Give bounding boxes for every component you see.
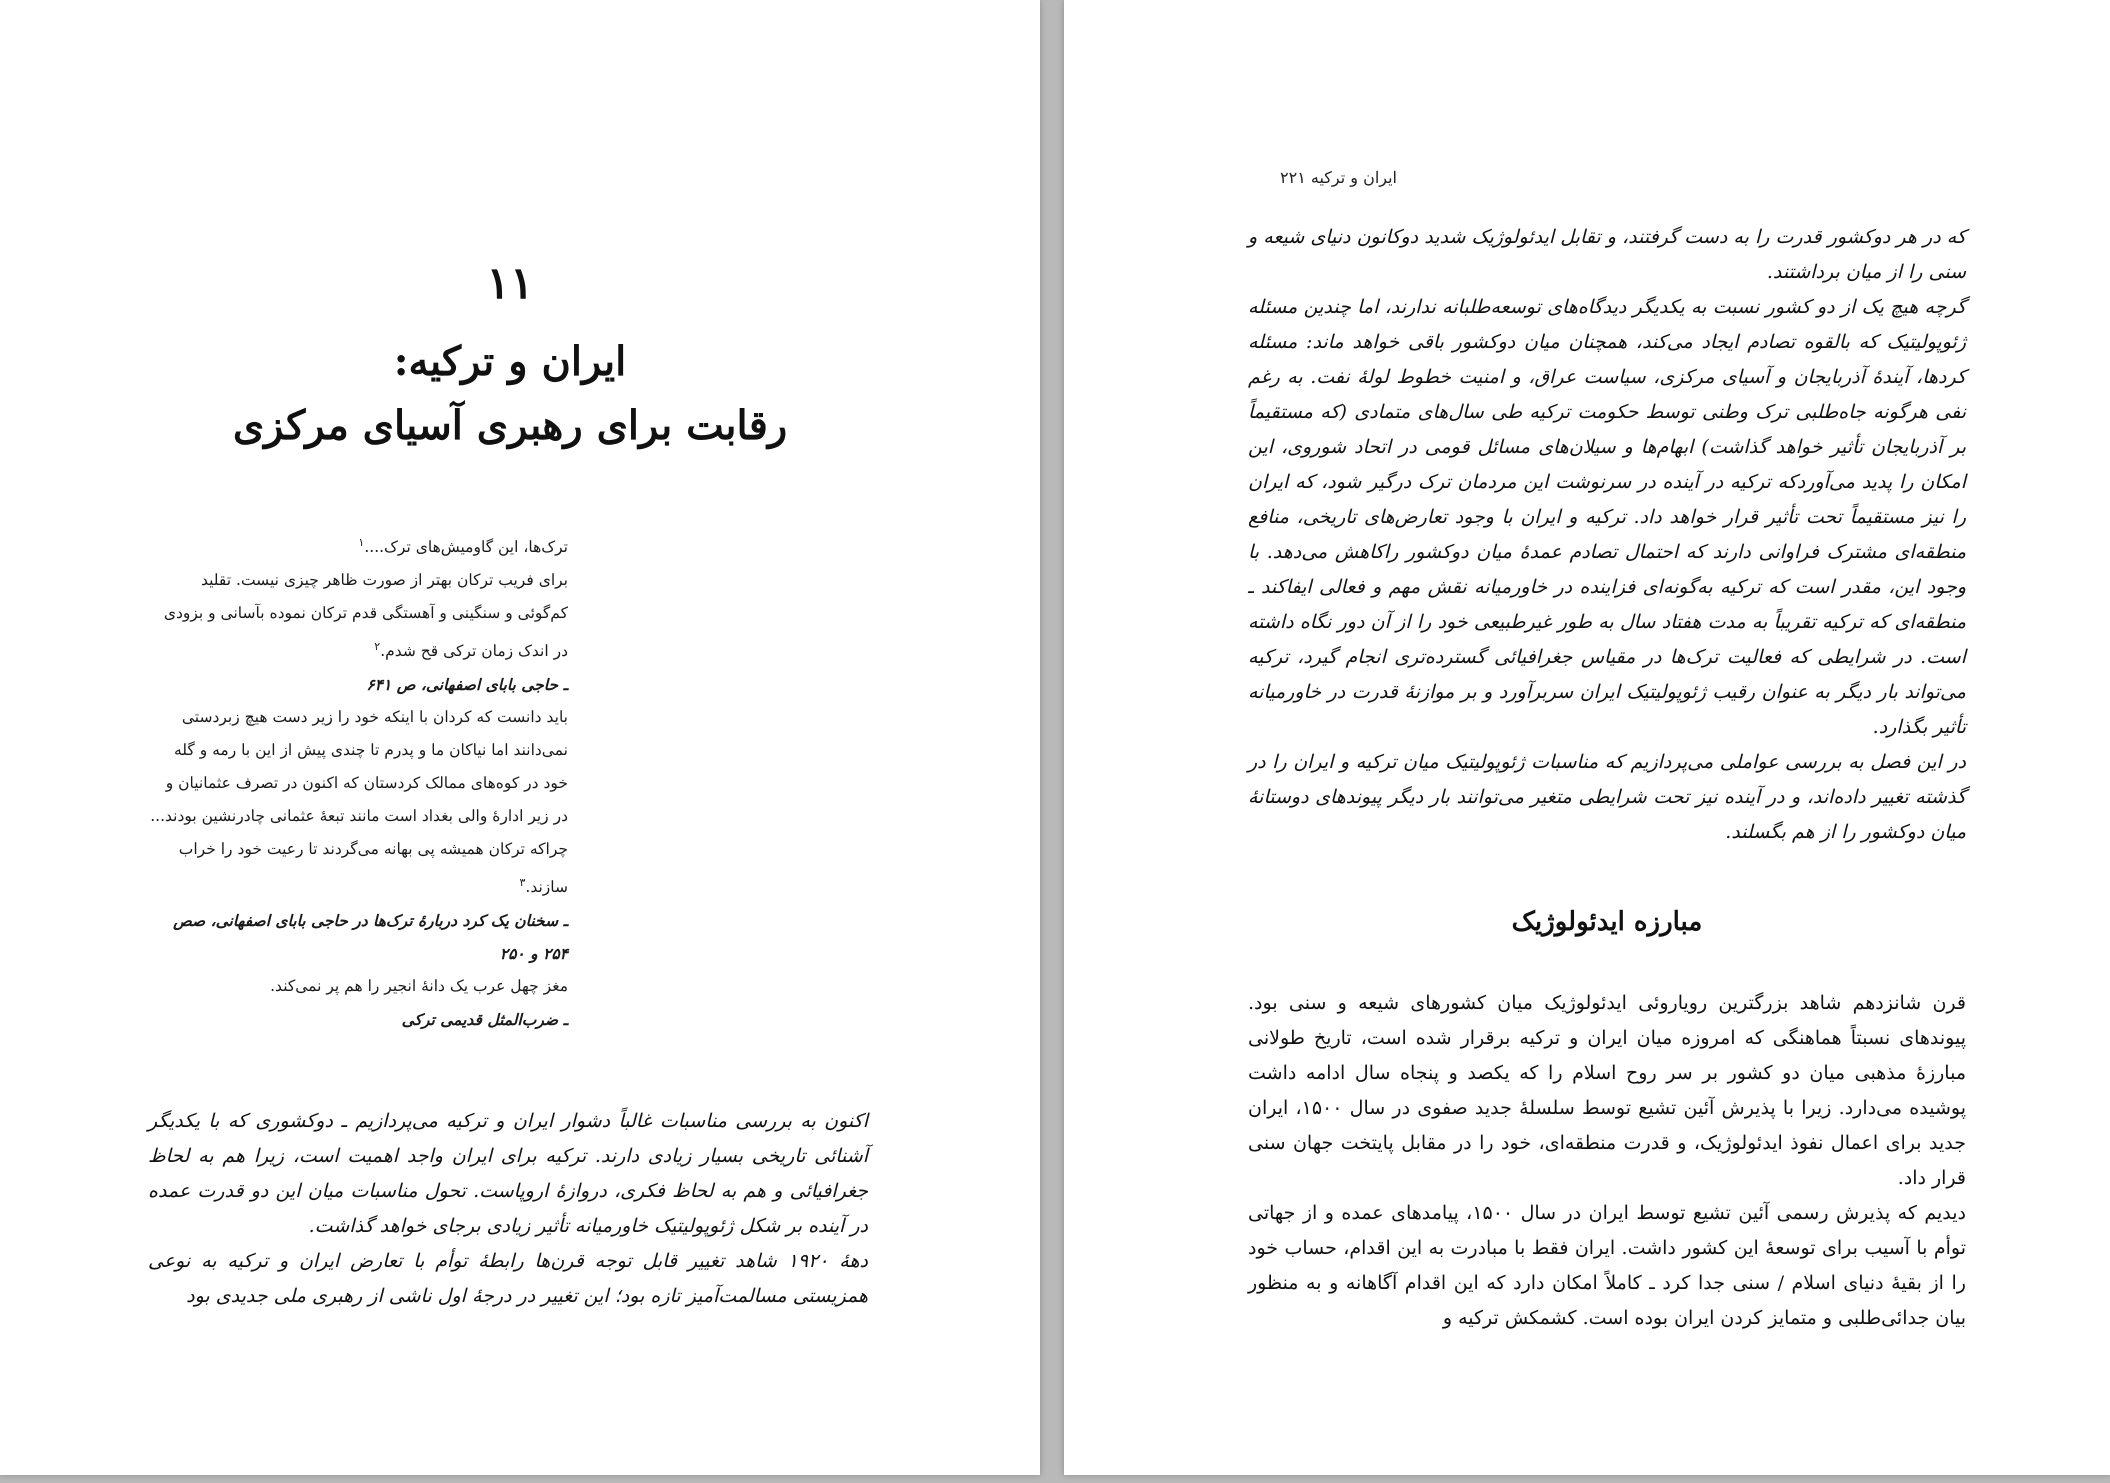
chapter-title-line-2: رقابت برای رهبری آسیای مرکزی — [232, 402, 788, 449]
epigraphs — [148, 526, 568, 1036]
footnote-mark: ۲ — [374, 640, 381, 654]
epigraph-2 — [148, 701, 568, 904]
epigraph-1-line-1: ترک‌ها، این گاومیش‌های ترک.... — [364, 538, 568, 557]
section-heading: مبارزه ایدئولوژیک — [1511, 907, 1703, 937]
chapter-title — [160, 330, 860, 458]
right-paragraph-3: در این فصل به بررسی عواملی می‌پردازیم که مناسبات ژئوپولیتیک میان ترکیه و ایران را در گذشته تغییر داده‌اند، و در آینده نیز تحت شرایطی متغیر می‌توانند بار دیگر پیوندهای دوستانهٔ میان دوکشور را از هم بگسلند. — [1248, 751, 1966, 843]
epigraph-1 — [148, 526, 568, 668]
left-paragraph-2: دههٔ ۱۹۲۰ شاهد تغییر قابل توجه قرن‌ها رابطهٔ توأم با تعارض ایران و ترکیه به نوعی همزیستی مسالمت‌آمیز تازه بود؛ این تغییر در درجهٔ اول ناشی از رهبری ملی جدیدی بود — [148, 1250, 868, 1307]
right-body-top — [1248, 220, 1966, 850]
right-paragraph-5: دیدیم که پذیرش رسمی آئین تشیع توسط ایران در سال ۱۵۰۰، پیامدهای عمده و از جهاتی توأم با آسیب برای توسعهٔ این کشور داشت. ایران فقط با مبادرت به این اقدام، حساب خود را از بقیهٔ دنیای اسلام / سنی جدا کرد ـ کاملاً امکان دارد که این اقدام آگاهانه و به منظور بیان جدائی‌طلبی و متمایز کردن ایران بوده است. کشمکش ترکیه و — [1248, 1202, 1966, 1329]
footnote-mark: ۱ — [358, 536, 365, 549]
epigraph-3: مغز چهل عرب یک دانهٔ انجیر را هم پر نمی‌کند. — [270, 977, 568, 996]
running-head — [1250, 168, 1397, 187]
right-body-bottom — [1248, 986, 1966, 1336]
running-head-title: ایران و ترکیه — [1310, 168, 1397, 187]
page-number: ۲۲۱ — [1280, 168, 1306, 187]
epigraph-2-text: باید دانست که کردان با اینکه خود را زیر دست هیچ زبردستی نمی‌دانند اما نیاکان ما و پدرم تا چندی پیش از این با رمه و گله خود در کوه‌های ممالک کردستان که اکنون در تصرف عثمانیان و در زیر ادارهٔ والی بغداد است مانند تبعهٔ عثمانی چادرنشین بودند... چراکه ترکان همیشه پی بهانه می‌گردند تا رعیت خود را خراب سازند. — [150, 708, 568, 897]
left-page — [0, 0, 1040, 1475]
epigraph-3-source: ـ ضرب‌المثل قدیمی ترکی — [401, 1010, 568, 1030]
right-paragraph-2: گرچه هیچ یک از دو کشور نسبت به یکدیگر دیدگاه‌های توسعه‌طلبانه ندارند، اما چندین مسئله ژئوپولیتیک که بالقوه تصادم ایجاد می‌کند، همچنان میان دوکشور باقی خواهد ماند: مسئله کردها، آیندهٔ آذربایجان و آسیای مرکزی، سیاست عراق، و امنیت خطوط لولهٔ نفت. به رغم نفی هرگونه جاه‌طلبی ترک وطنی توسط حکومت ترکیه طی سال‌های متمادی (که مستقیماً بر آذربایجان تأثیر خواهد گذاشت) ابهام‌ها و سیلان‌های مسائل قومی در اتحاد شوروی، این امکان را پدید می‌آوردکه ترکیه در آینده در سرنوشت این مردمان ترک درگیر شود، که ایران را نیز مستقیماً تحت تأثیر قرار خواهد داد. ترکیه و ایران با وجود تعارض‌های تاریخی، منافع منطقه‌ای مشترک فراوانی دارند که احتمال تصادم عمدهٔ میان دوکشور راکاهش می‌دهد. با وجود این، مقدر است که ترکیه به‌گونه‌ای فزاینده در خاورمیانه نقش مهم و فعالی ایفاکند ـ منطقه‌ای که ترکیه تقریباً به مدت هفتاد سال به طور غیرطبیعی خود را از آن دور نگاه داشته است. در شرایطی که فعالیت ترک‌ها در مقیاس جغرافیائی گسترده‌تری انجام گیرد، ترکیه می‌تواند بار دیگر به عنوان رقیب ژئوپولیتیک ایران سربرآورد و بر موازنهٔ قدرت در خاورمیانه تأثیر بگذارد. — [1248, 296, 1966, 738]
left-body-text — [148, 1104, 868, 1314]
epigraph-1-source: ـ حاجی بابای اصفهانی، ص ۶۴۱ — [366, 675, 568, 695]
left-paragraph-1: اکنون به بررسی مناسبات غالباً دشوار ایران و ترکیه می‌پردازیم ـ دوکشوری که با یکدیگر آشنائی تاریخی بسیار زیادی دارند. ترکیه برای ایران واجد اهمیت است، زیرا هم به لحاظ جغرافیائی و هم به لحاظ فکری، دروازهٔ اروپاست. تحول مناسبات میان این دو قدرت عمده در آینده بر شکل ژئوپولیتیک خاورمیانه تأثیر زیادی برجای خواهد گذاشت. — [148, 1110, 868, 1237]
chapter-number: ۱۱ — [486, 258, 534, 309]
right-paragraph-1: که در هر دوکشور قدرت را به دست گرفتند، و تقابل ایدئولوژیک شدید دوکانون دنیای شیعه و سنی را از میان برداشتند. — [1248, 226, 1966, 283]
footnote-mark: ۳ — [519, 876, 526, 890]
chapter-title-line-1: ایران و ترکیه: — [393, 338, 627, 385]
epigraph-1-line-2: برای فریب ترکان بهتر از صورت ظاهر چیزی نیست. تقلید کم‌گوئی و سنگینی و آهستگی قدم ترکان نموده بآسانی و بزودی در اندک زمان ترکی قح شدم. — [163, 571, 568, 661]
epigraph-2-source: ـ سخنان یک کرد دربارهٔ ترک‌ها در حاجی بابای اصفهانی، صص ۲۵۴ و ۲۵۰ — [173, 911, 568, 964]
right-paragraph-4: قرن شانزدهم شاهد بزرگترین رویاروئی ایدئولوژیک میان کشورهای شیعه و سنی بود. پیوندهای نسبتاً هماهنگی که امروزه میان ایران و ترکیه برقرار شده است، تاریخ طولانی مبارزهٔ مذهبی میان دو کشور بر سر روح اسلام را که یکصد و پنجاه سال ادامه داشت پوشیده می‌دارد. زیرا با پذیرش آئین تشیع توسط سلسلهٔ جدید صفوی در سال ۱۵۰۰، ایران جدید برای اعمال نفوذ ایدئولوژیک، و قدرت منطقه‌ای، خود را در مقابل پایتخت جهان سنی قرار داد. — [1248, 992, 1966, 1189]
